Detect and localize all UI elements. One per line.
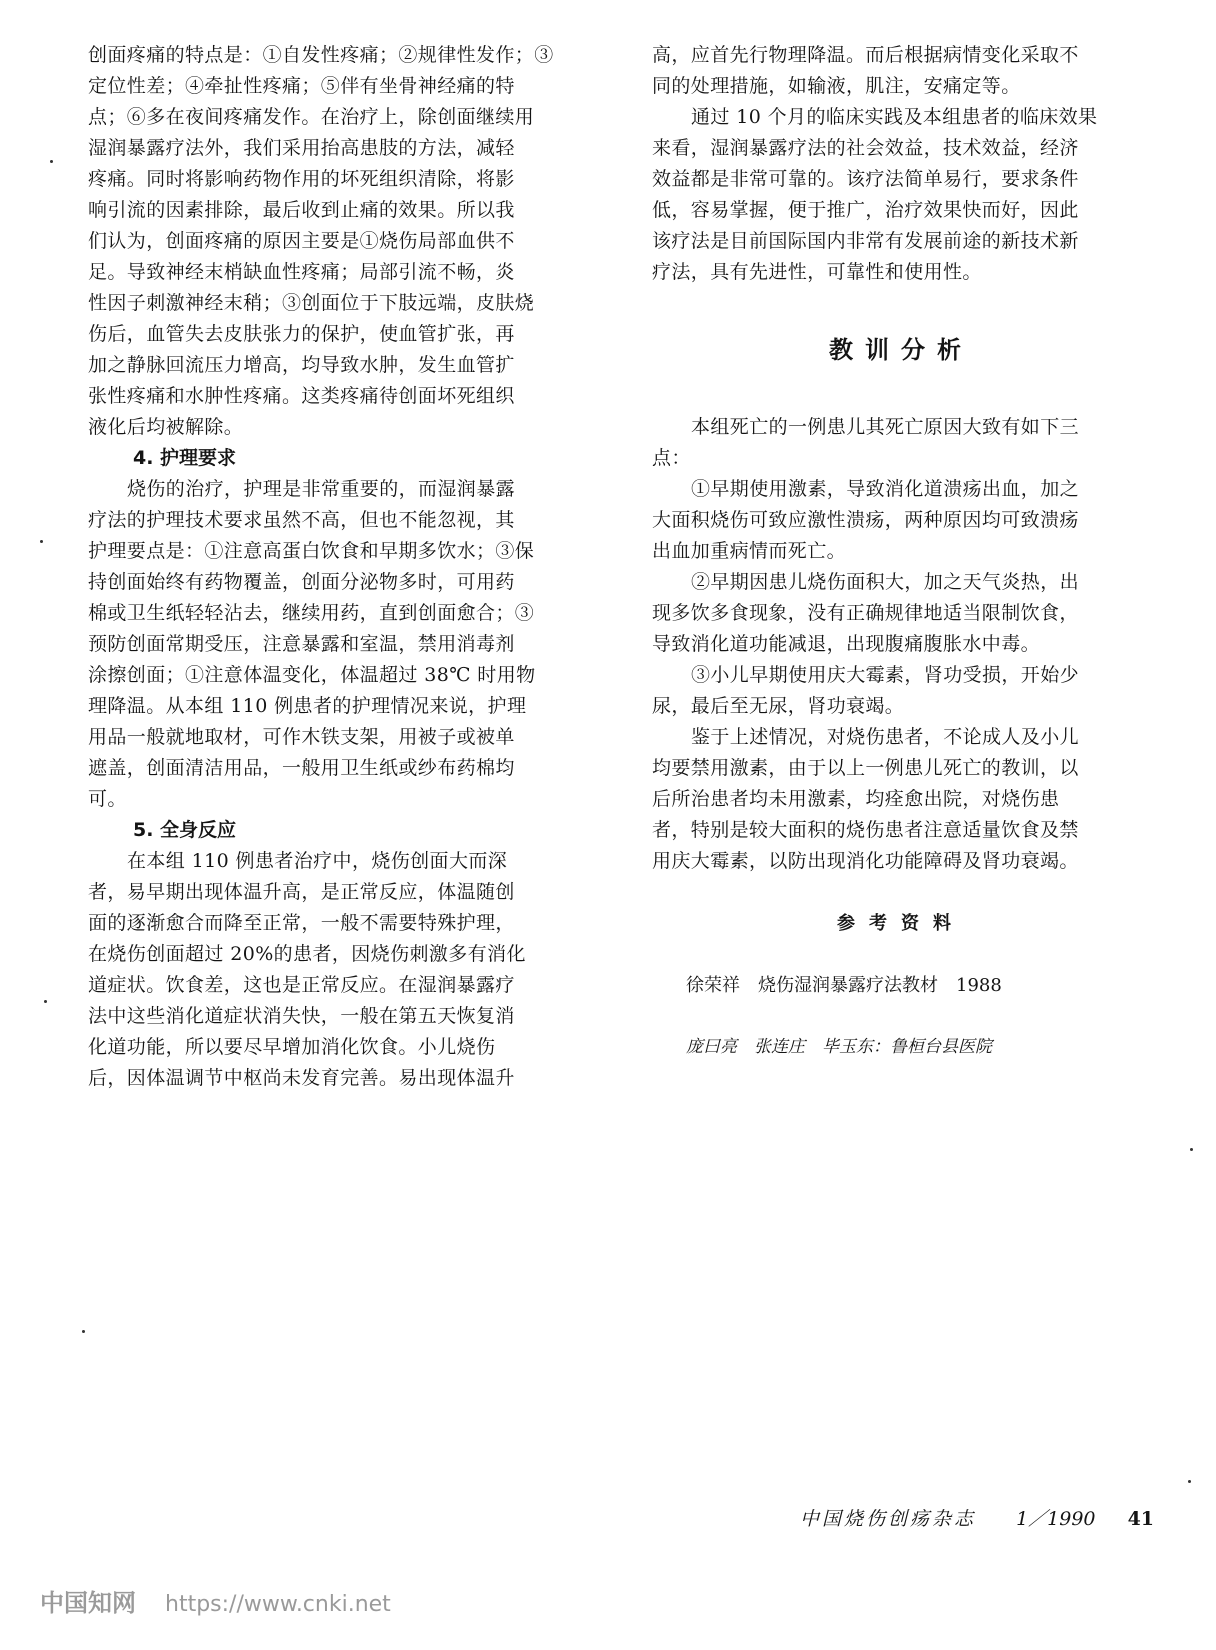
section-heading-nursing: 4. 护理要求	[133, 447, 237, 469]
text-line: 疗法的护理技术要求虽然不高，但也不能忽视，其	[88, 509, 515, 531]
scan-speck	[1188, 1480, 1191, 1483]
text-line: 点：	[652, 447, 691, 469]
author-affiliation: 庞曰亮 张连庄 毕玉东：鲁桓台县医院	[686, 1037, 992, 1057]
text-line: 鉴于上述情况，对烧伤患者，不论成人及小儿	[691, 726, 1080, 748]
scan-speck	[50, 160, 53, 163]
right-paragraph-1	[652, 40, 1150, 102]
spacer	[652, 1001, 1150, 1032]
section-title-lessons: 教训分析	[829, 336, 973, 364]
section-heading-systemic-reaction: 5. 全身反应	[133, 819, 237, 841]
right-paragraph-3	[652, 412, 1150, 474]
text-line: 效益都是非常可靠的。该疗法简单易行，要求条件	[652, 168, 1079, 190]
left-paragraph-2	[88, 474, 585, 815]
scan-speck	[44, 1000, 47, 1003]
text-line: 者，特别是较大面积的烧伤患者注意适量饮食及禁	[652, 819, 1079, 841]
page-footer	[800, 1504, 1154, 1531]
references-heading: 参考资料	[837, 913, 965, 934]
spacer	[652, 877, 1150, 908]
reference-entry: 徐荣祥 烧伤湿润暴露疗法教材 1988	[686, 975, 1002, 996]
watermark-url: https://www.cnki.net	[165, 1592, 391, 1617]
text-line: 定位性差；④牵扯性疼痛；⑤伴有坐骨神经痛的特	[88, 75, 515, 97]
watermark-brand: 中国知网	[40, 1589, 136, 1617]
text-line: 足。导致神经末梢缺血性疼痛；局部引流不畅，炎	[88, 261, 515, 283]
page-number: 41	[1127, 1508, 1155, 1530]
right-paragraph-2	[652, 102, 1150, 288]
text-line: 涂擦创面；①注意体温变化，体温超过 38℃ 时用物	[88, 664, 536, 686]
text-line: 该疗法是目前国际国内非常有发展前途的新技术新	[652, 230, 1079, 252]
text-line: 来看，湿润暴露疗法的社会效益，技术效益，经济	[652, 137, 1079, 159]
text-line: 通过 10 个月的临床实践及本组患者的临床效果	[691, 106, 1098, 128]
right-column	[652, 40, 1150, 1063]
scan-speck	[82, 1330, 85, 1333]
scan-speck	[40, 540, 43, 543]
left-column	[88, 40, 585, 1094]
text-line: 者，易早期出现体温升高，是正常反应，体温随创	[88, 881, 515, 903]
text-line: 尿，最后至无尿，肾功衰竭。	[652, 695, 905, 717]
text-line: 遮盖，创面清洁用品，一般用卫生纸或纱布药棉均	[88, 757, 515, 779]
scan-speck	[1190, 1148, 1193, 1151]
right-paragraph-7	[652, 722, 1150, 877]
issue-number: 1／1990	[1016, 1508, 1096, 1530]
text-line: 法中这些消化道症状消失快，一般在第五天恢复消	[88, 1005, 515, 1027]
text-line: 同的处理措施，如输液，肌注，安痛定等。	[652, 75, 1021, 97]
text-line: 烧伤的治疗，护理是非常重要的，而湿润暴露	[127, 478, 516, 500]
text-line: 持创面始终有药物覆盖，创面分泌物多时，可用药	[88, 571, 515, 593]
text-line: 护理要点是：①注意高蛋白饮食和早期多饮水；③保	[88, 540, 535, 562]
text-line: 低，容易掌握，便于推广，治疗效果快而好，因此	[652, 199, 1079, 221]
text-line: 在本组 110 例患者治疗中，烧伤创面大而深	[127, 850, 508, 872]
text-line: 现多饮多食现象，没有正确规律地适当限制饮食，	[652, 602, 1079, 624]
cnki-watermark	[40, 1583, 391, 1618]
text-line: 疼痛。同时将影响药物作用的坏死组织清除，将影	[88, 168, 515, 190]
text-line: 出血加重病情而死亡。	[652, 540, 847, 562]
text-line: 创面疼痛的特点是：①自发性疼痛；②规律性发作；③	[88, 44, 554, 66]
text-line: 伤后，血管失去皮肤张力的保护，使血管扩张，再	[88, 323, 515, 345]
right-paragraph-6	[652, 660, 1150, 722]
spacer	[652, 381, 1150, 412]
text-line: 加之静脉回流压力增高，均导致水肿，发生血管扩	[88, 354, 515, 376]
text-line: 道症状。饮食差，这也是正常反应。在湿润暴露疗	[88, 974, 515, 996]
text-line: 响引流的因素排除，最后收到止痛的效果。所以我	[88, 199, 515, 221]
text-line: 们认为，创面疼痛的原因主要是①烧伤局部血供不	[88, 230, 515, 252]
text-line: 化道功能，所以要尽早增加消化饮食。小儿烧伤	[88, 1036, 496, 1058]
text-line: 性因子刺激神经末稍；③创面位于下肢远端，皮肤烧	[88, 292, 535, 314]
text-line: 理降温。从本组 110 例患者的护理情况来说，护理	[88, 695, 527, 717]
text-line: 后，因体温调节中枢尚未发育完善。易出现体温升	[88, 1067, 515, 1089]
text-line: 用品一般就地取材，可作木铁支架，用被子或被单	[88, 726, 515, 748]
text-line: 大面积烧伤可致应激性溃疡，两种原因均可致溃疡	[652, 509, 1079, 531]
left-paragraph-3	[88, 846, 585, 1094]
text-line: 本组死亡的一例患儿其死亡原因大致有如下三	[691, 416, 1080, 438]
right-paragraph-4	[652, 474, 1150, 567]
text-line: 湿润暴露疗法外，我们采用抬高患肢的方法，减轻	[88, 137, 515, 159]
text-line: 棉或卫生纸轻轻沾去，继续用药，直到创面愈合；③	[88, 602, 535, 624]
text-line: 后所治患者均未用激素，均痊愈出院，对烧伤患	[652, 788, 1060, 810]
text-line: 在烧伤创面超过 20%的患者，因烧伤刺激多有消化	[88, 943, 526, 965]
text-line: ③小儿早期使用庆大霉素，肾功受损，开始少	[691, 664, 1080, 686]
left-paragraph-1	[88, 40, 585, 443]
journal-name: 中国烧伤创疡杂志	[800, 1508, 977, 1530]
text-line: 导致消化道功能减退，出现腹痛腹胀水中毒。	[652, 633, 1041, 655]
text-line: 点；⑥多在夜间疼痛发作。在治疗上，除创面继续用	[88, 106, 535, 128]
text-line: 高，应首先行物理降温。而后根据病情变化采取不	[652, 44, 1079, 66]
text-line: ①早期使用激素，导致消化道溃疡出血，加之	[691, 478, 1080, 500]
text-line: 预防创面常期受压，注意暴露和室温，禁用消毒剂	[88, 633, 515, 655]
spacer	[652, 939, 1150, 970]
spacer	[652, 288, 1150, 319]
text-line: 用庆大霉素，以防出现消化功能障碍及肾功衰竭。	[652, 850, 1079, 872]
text-line: ②早期因患儿烧伤面积大，加之天气炎热，出	[691, 571, 1080, 593]
right-paragraph-5	[652, 567, 1150, 660]
text-line: 均要禁用激素，由于以上一例患儿死亡的教训，以	[652, 757, 1079, 779]
text-line: 可。	[88, 788, 127, 810]
text-line: 疗法，具有先进性，可靠性和使用性。	[652, 261, 982, 283]
text-line: 张性疼痛和水肿性疼痛。这类疼痛待创面坏死组织	[88, 385, 515, 407]
text-line: 面的逐渐愈合而降至正常，一般不需要特殊护理，	[88, 912, 515, 934]
text-line: 液化后均被解除。	[88, 416, 244, 438]
